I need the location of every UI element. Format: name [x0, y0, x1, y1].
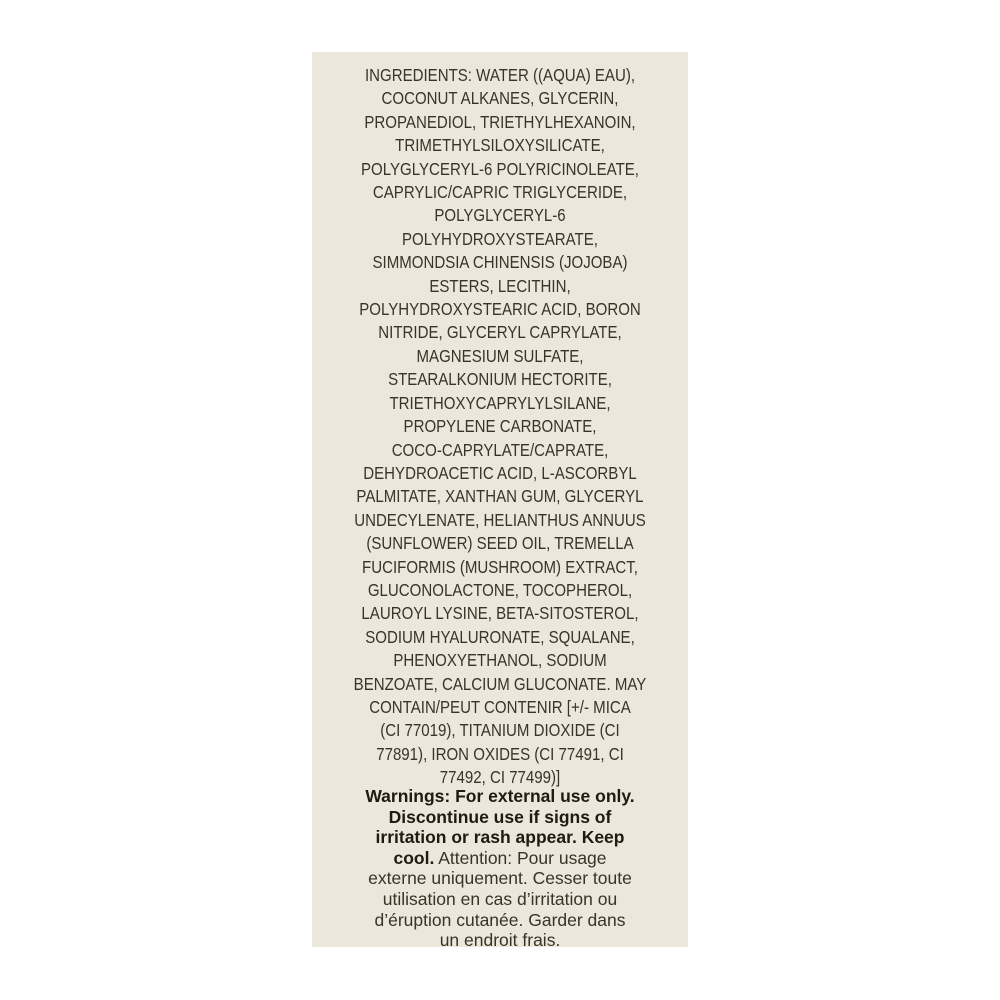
ingredient-line: POLYGLYCERYL-6 [434, 205, 566, 226]
ingredient-line: (SUNFLOWER) SEED OIL, TREMELLA [366, 533, 634, 554]
ingredient-line: PROPANEDIOL, TRIETHYLHEXANOIN, [364, 111, 636, 132]
ingredient-line: MAGNESIUM SULFATE, [416, 345, 584, 366]
ingredient-line: ESTERS, LECITHIN, [429, 275, 571, 296]
ingredient-line: POLYGLYCERYL-6 POLYRICINOLEATE, [361, 158, 639, 179]
warnings-keep-cool: cool. [393, 847, 435, 868]
ingredient-line: PROPYLENE CARBONATE, [403, 416, 597, 437]
ingredient-line: SODIUM HYALURONATE, SQUALANE, [365, 626, 635, 647]
ingredient-line: BENZOATE, CALCIUM GLUCONATE. MAY [353, 673, 647, 694]
ingredient-line: COCONUT ALKANES, GLYCERIN, [381, 88, 619, 109]
warnings-line-1: Warnings: For external use only. [365, 786, 635, 806]
warnings-line-2: Discontinue use if signs of [388, 806, 612, 827]
ingredient-line: GLUCONOLACTONE, TOCOPHEROL, [367, 579, 633, 600]
ingredient-line: STEARALKONIUM HECTORITE, [388, 369, 612, 390]
ingredient-line: SIMMONDSIA CHINENSIS (JOJOBA) [372, 252, 628, 273]
ingredient-line: UNDECYLENATE, HELIANTHUS ANNUUS [354, 509, 646, 530]
ingredient-line: CAPRYLIC/CAPRIC TRIGLYCERIDE, [372, 182, 628, 203]
ingredient-line: COCO-CAPRYLATE/CAPRATE, [391, 439, 609, 460]
warnings-line-6: utilisation en cas d’irritation ou [382, 888, 618, 909]
ingredient-line: CONTAIN/PEUT CONTENIR [+/- MICA [369, 696, 631, 717]
ingredient-line: PALMITATE, XANTHAN GUM, GLYCERYL [356, 486, 644, 507]
ingredients-list [338, 64, 661, 790]
ingredient-line: TRIETHOXYCAPRYLYLSILANE, [389, 392, 611, 413]
ingredient-line: DEHYDROACETIC ACID, L-ASCORBYL [363, 462, 637, 483]
ingredient-line: POLYHYDROXYSTEARATE, [402, 228, 598, 249]
ingredient-line: (CI 77019), TITANIUM DIOXIDE (CI [380, 720, 620, 741]
ingredient-label [312, 52, 688, 951]
ingredient-line: LAUROYL LYSINE, BETA-SITOSTEROL, [361, 603, 639, 624]
warnings-line-4 [312, 848, 688, 869]
ingredient-line: NITRIDE, GLYCERYL CAPRYLATE, [378, 322, 622, 343]
ingredient-line: TRIMETHYLSILOXYSILICATE, [395, 135, 605, 156]
warnings-line-5: externe uniquement. Cesser toute [368, 868, 632, 889]
ingredient-line: 77492, CI 77499)] [439, 767, 561, 788]
ingredient-line: FUCIFORMIS (MUSHROOM) EXTRACT, [362, 556, 638, 577]
ingredient-line: INGREDIENTS: WATER ((AQUA) EAU), [364, 65, 636, 85]
warnings-line-7: d’éruption cutanée. Garder dans [374, 909, 626, 930]
ingredient-line: 77891), IRON OXIDES (CI 77491, CI [376, 743, 624, 764]
warnings-line-8: un endroit frais. [439, 930, 561, 951]
ingredient-line: POLYHYDROXYSTEARIC ACID, BORON [359, 299, 641, 320]
warnings-line-3: irritation or rash appear. Keep [375, 827, 625, 848]
warnings-block [312, 786, 688, 951]
attention-text: Attention: Pour usage [434, 847, 607, 868]
ingredient-line: PHENOXYETHANOL, SODIUM [393, 650, 607, 671]
